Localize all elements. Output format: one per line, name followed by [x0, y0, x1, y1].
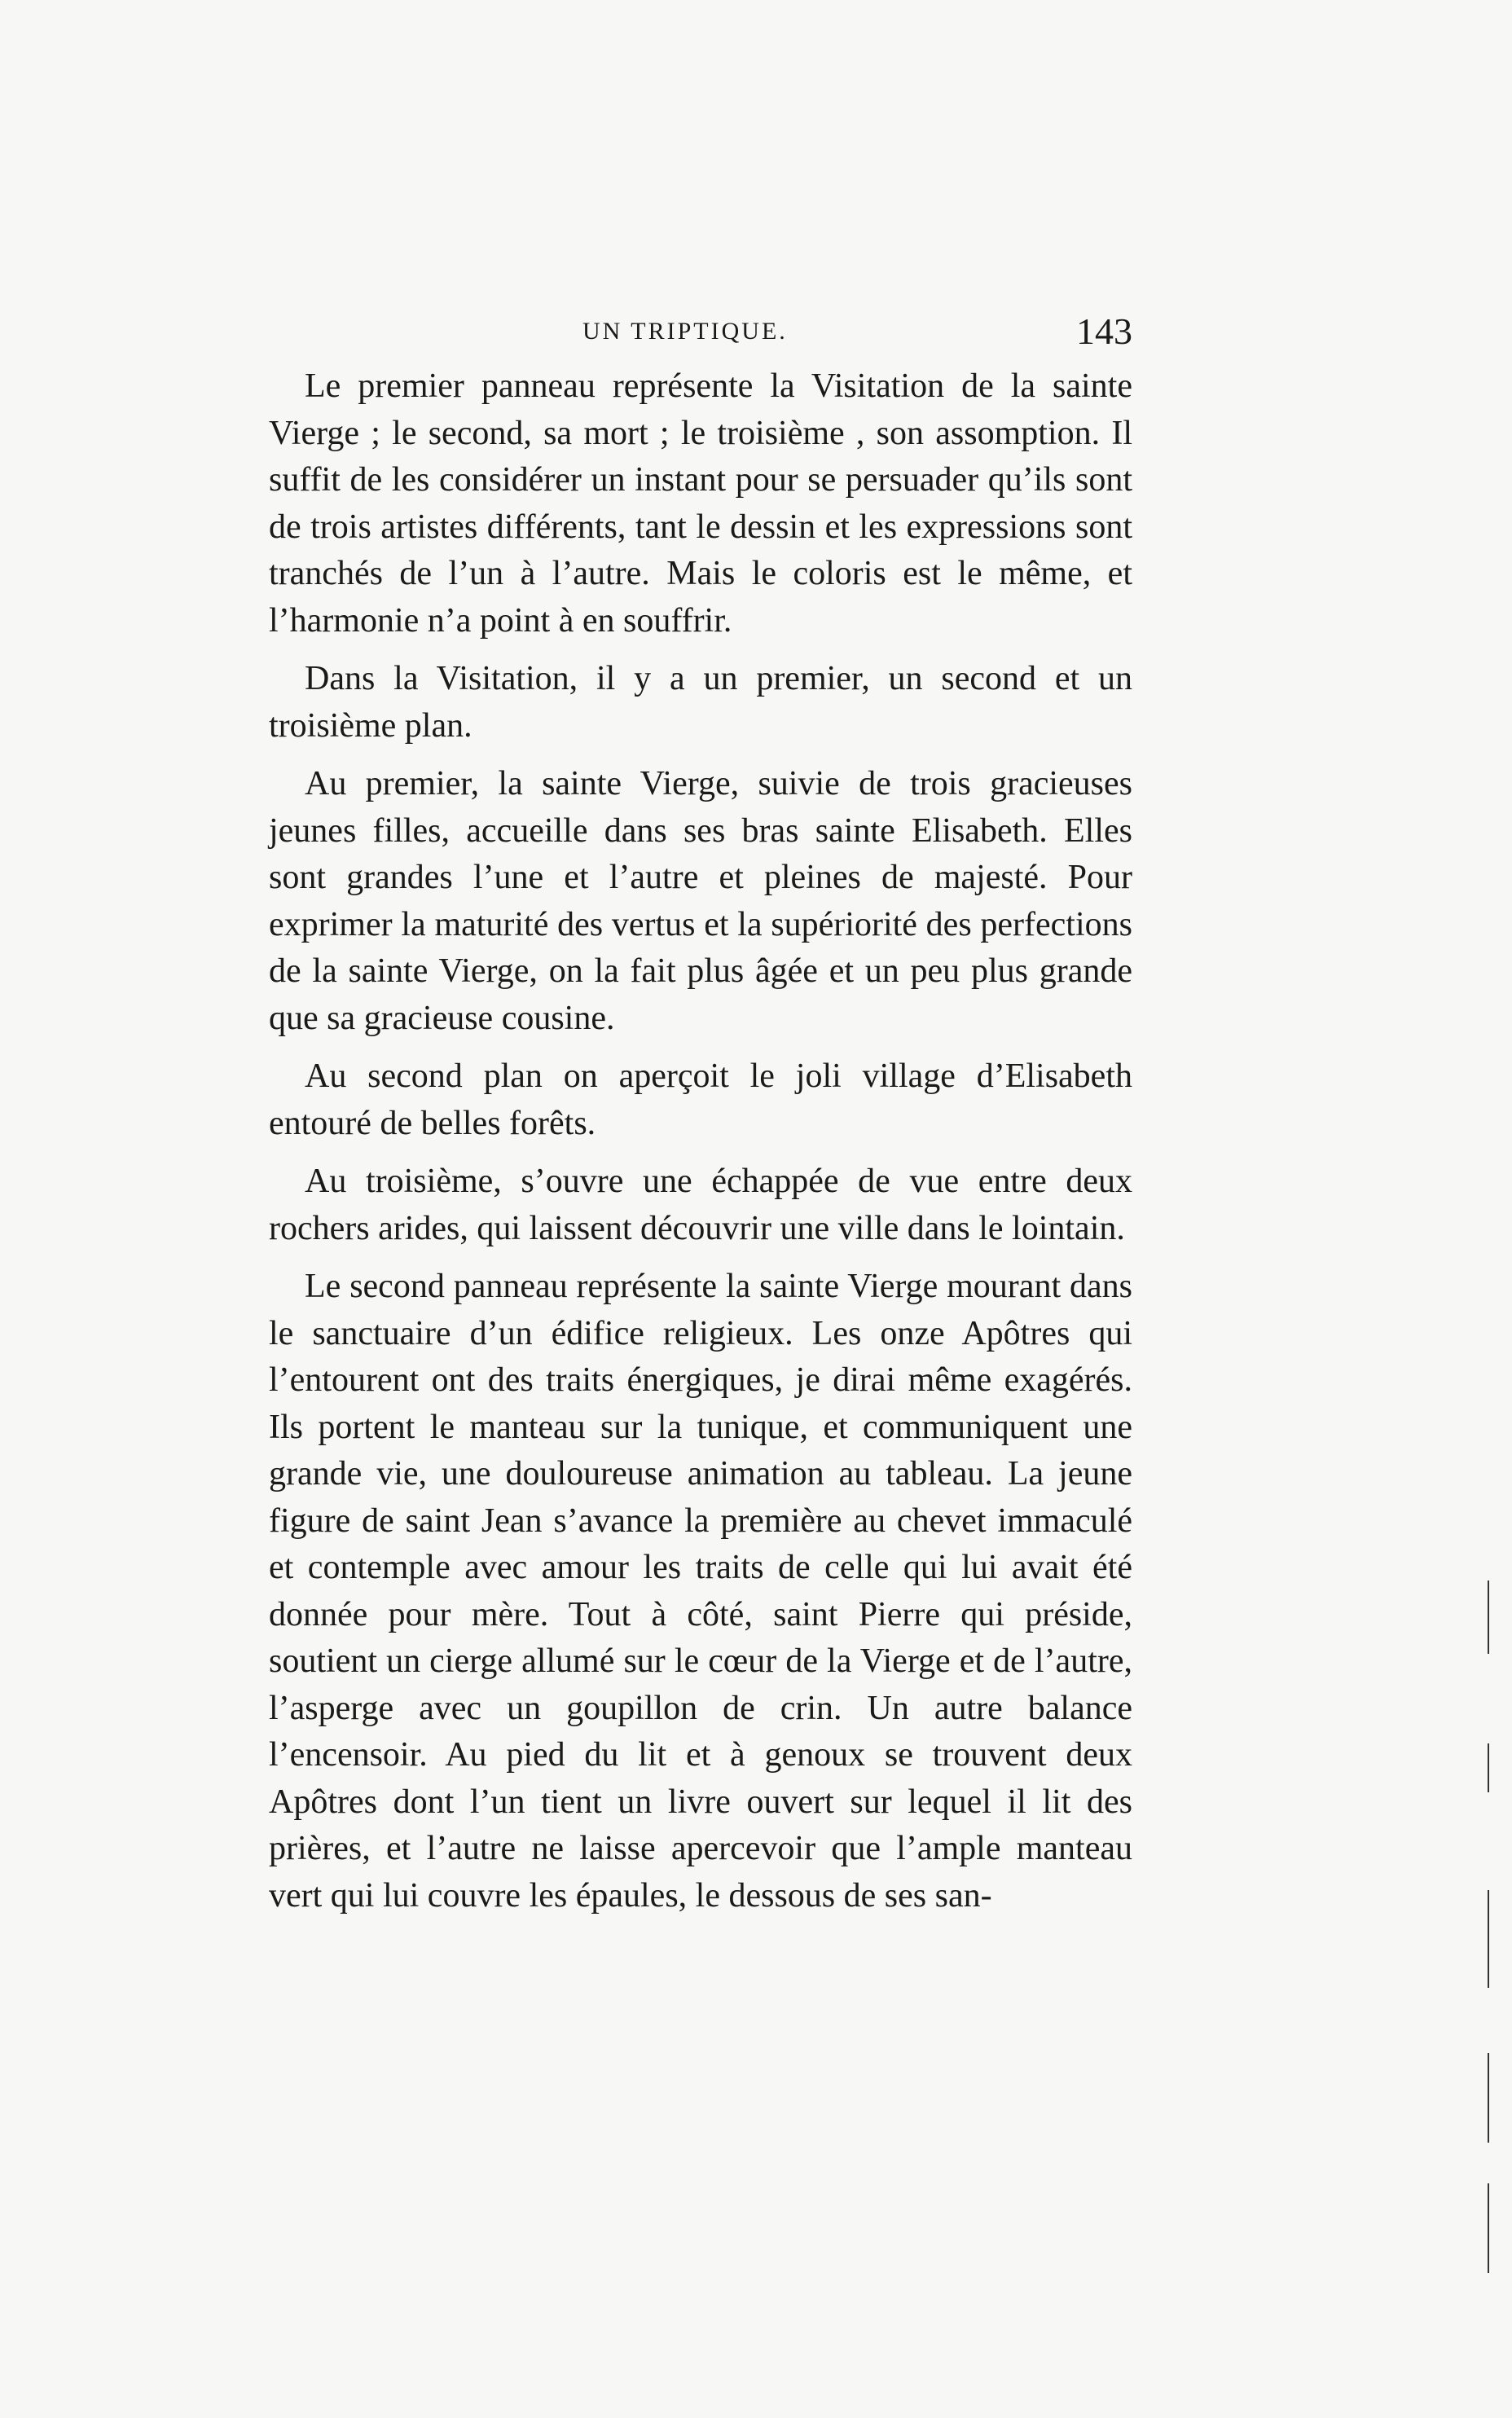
body-text — [269, 363, 1132, 1931]
paragraph-6: Le second panneau représente la sainte Vierge mourant dans le sanctuaire d’un édifice religieux. Les onze Apôtres qui l’entourent ont des traits énergiques, je dirai même exagérés. Ils portent le manteau sur la tunique, et communiquent une grande vie, une douloureuse animation au tableau. La jeune figure de saint Jean s’avance la première au chevet immaculé et contemple avec amour les traits de celle qui lui avait été donnée pour mère. Tout à côté, saint Pierre qui préside, soutient un cierge allumé sur le cœur de la Vierge et de l’autre, l’asperge avec un goupillon de crin. Un autre balance l’encensoir. Au pied du lit et à genoux se trouvent deux Apôtres dont l’un tient un livre ouvert sur lequel il lit des prières, et l’autre ne laisse apercevoir que l’ample manteau vert qui lui couvre les épaules, le dessous de ses san- — [269, 1268, 1132, 1915]
paragraph-4: Au second plan on aperçoit le joli village d’Elisabeth entouré de belles forêts. — [269, 1057, 1132, 1142]
scan-edge-mark — [1488, 1890, 1489, 1988]
page-number: 143 — [1076, 310, 1132, 352]
running-head — [269, 310, 1132, 362]
scan-edge-marks — [1488, 1580, 1491, 2281]
paragraph-3: Au premier, la sainte Vierge, suivie de trois gracieuses jeunes filles, accueille dans ses bras sainte Elisabeth. Elles sont grandes l’une et l’autre et pleines de majesté. Pour exprimer la maturité des vertus et la supériorité des perfections de la sainte Vierge, on la fait plus âgée et un peu plus grande que sa gracieuse cousine. — [269, 765, 1132, 1037]
scan-edge-mark — [1488, 1743, 1489, 1792]
paragraph-5: Au troisième, s’ouvre une échappée de vue entre deux rochers arides, qui laissent découvrir une ville dans le lointain. — [269, 1163, 1132, 1247]
scan-edge-mark — [1488, 2053, 1489, 2143]
scan-edge-mark — [1488, 1580, 1489, 1654]
running-title: UN TRIPTIQUE. — [582, 318, 788, 345]
paragraph-2: Dans la Visitation, il y a un premier, un second et un troisième plan. — [269, 660, 1132, 745]
paragraph-1: Le premier panneau représente la Visitation de la sainte Vierge ; le second, sa mort ; le troisième , son assomption. Il suffit de les considérer un instant pour se persuader qu’ils sont de trois artistes différents, tant le dessin et les expressions sont tranchés de l’un à l’autre. Mais le coloris est le même, et l’harmonie n’a point à en souffrir. — [269, 367, 1132, 640]
scan-edge-mark — [1488, 2183, 1489, 2273]
